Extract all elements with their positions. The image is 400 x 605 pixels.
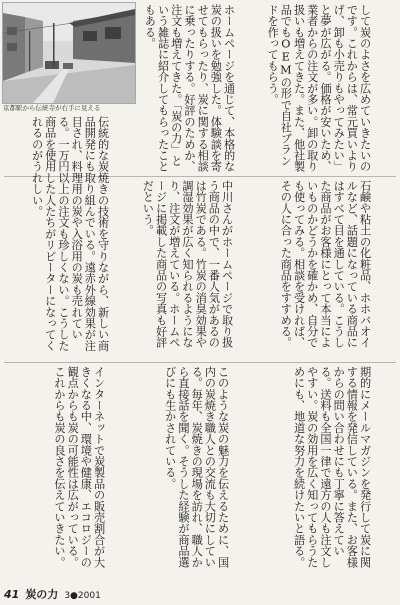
street-photo-image <box>3 3 135 103</box>
article-column-mid-right <box>262 180 398 358</box>
photo-caption: 京都駅から伝統寺が右手に見える <box>3 104 101 112</box>
page-number: 41 <box>4 588 20 601</box>
article-text: 石鹸や粘土の化粧品、ホホバオイルなど、話題になっている商品にはすべて目を通している。こうした商品がお客様にとって本当によいものかどうかを確かめ、自分でも使ってみる。相談を受ければ、その人に合った商品をすすめる。 <box>279 180 372 348</box>
article-text: 中川さんがホームページで取り扱う商品の中で、一番人気があるのは竹炭である。竹炭の消臭効果や調湿効果が広く知られるようになり、注文が増えている。ホームページに掲載した商品の写真も好評だという。 <box>141 180 234 348</box>
article-column-low-right <box>260 366 398 574</box>
article-column-low-mid <box>136 366 256 574</box>
article-text: このような炭の魅力を伝えるために、国内の炭焼き職人との交流も大切にしている。毎年、炭焼きの現場を訪れ、職人から直接話を聞く。そうした経験が商品選びにも生かされている。 <box>163 366 230 568</box>
article-column-mid-left <box>140 180 260 358</box>
issue-label: 3●2001 <box>64 591 101 601</box>
article-text: 伝統的な炭焼きの技術を守りながら、新しい商品開発にも取り組んでいる。遠赤外線効果が注目され、料理用の炭や入浴用の炭も売れている。一万円以上の注文も珍しくない。こうした商品を使用した人たちがリピーターになってくれるのがうれしい。 <box>30 116 110 352</box>
article-column-top-right <box>264 4 398 172</box>
section-divider <box>4 362 396 363</box>
magazine-title: 炭の力 <box>25 588 59 601</box>
article-text: して炭のよさを広めていきたいのです。これからは、常元買いよりげ、卸も小売りもやってみたい」と夢が広がる。価格が安いため、業者からの注文が多い。卸の取り扱いも増えてきた。また、他社製品でもOEMの形で自社ブランドを作ってもらう。 <box>266 4 372 172</box>
page-footer <box>4 586 101 602</box>
article-text: インターネットで炭製品の販売割合が大きくなる中、環境や健康、エコロジーの観点からも炭の可能性は広がっている。これからも炭の良さを伝えていきたい。 <box>52 366 106 568</box>
article-column-top-left <box>140 4 262 172</box>
street-photo <box>2 2 136 104</box>
article-column-under-photo <box>4 116 136 356</box>
article-column-low-left <box>4 366 132 574</box>
article-text: 期的にメールマガジンを発行して炭に関する情報を発信している。また、お客様からの問い合わせにも丁寧に答えている。送料も全国一律で遠方の人も注文しやすい。炭の効用を広く知ってもらうためにも、地道な努力を続けたいと語る。 <box>292 366 372 568</box>
article-text: ホームページを通じて、本格的な炭の扱いを勉強した。体験談を寄せてもらったり、炭に関する相談に乗ったりする。好評のためか、注文も増えてきた。「炭の力」という雑誌に紹介してもらったこともある。 <box>143 4 236 172</box>
